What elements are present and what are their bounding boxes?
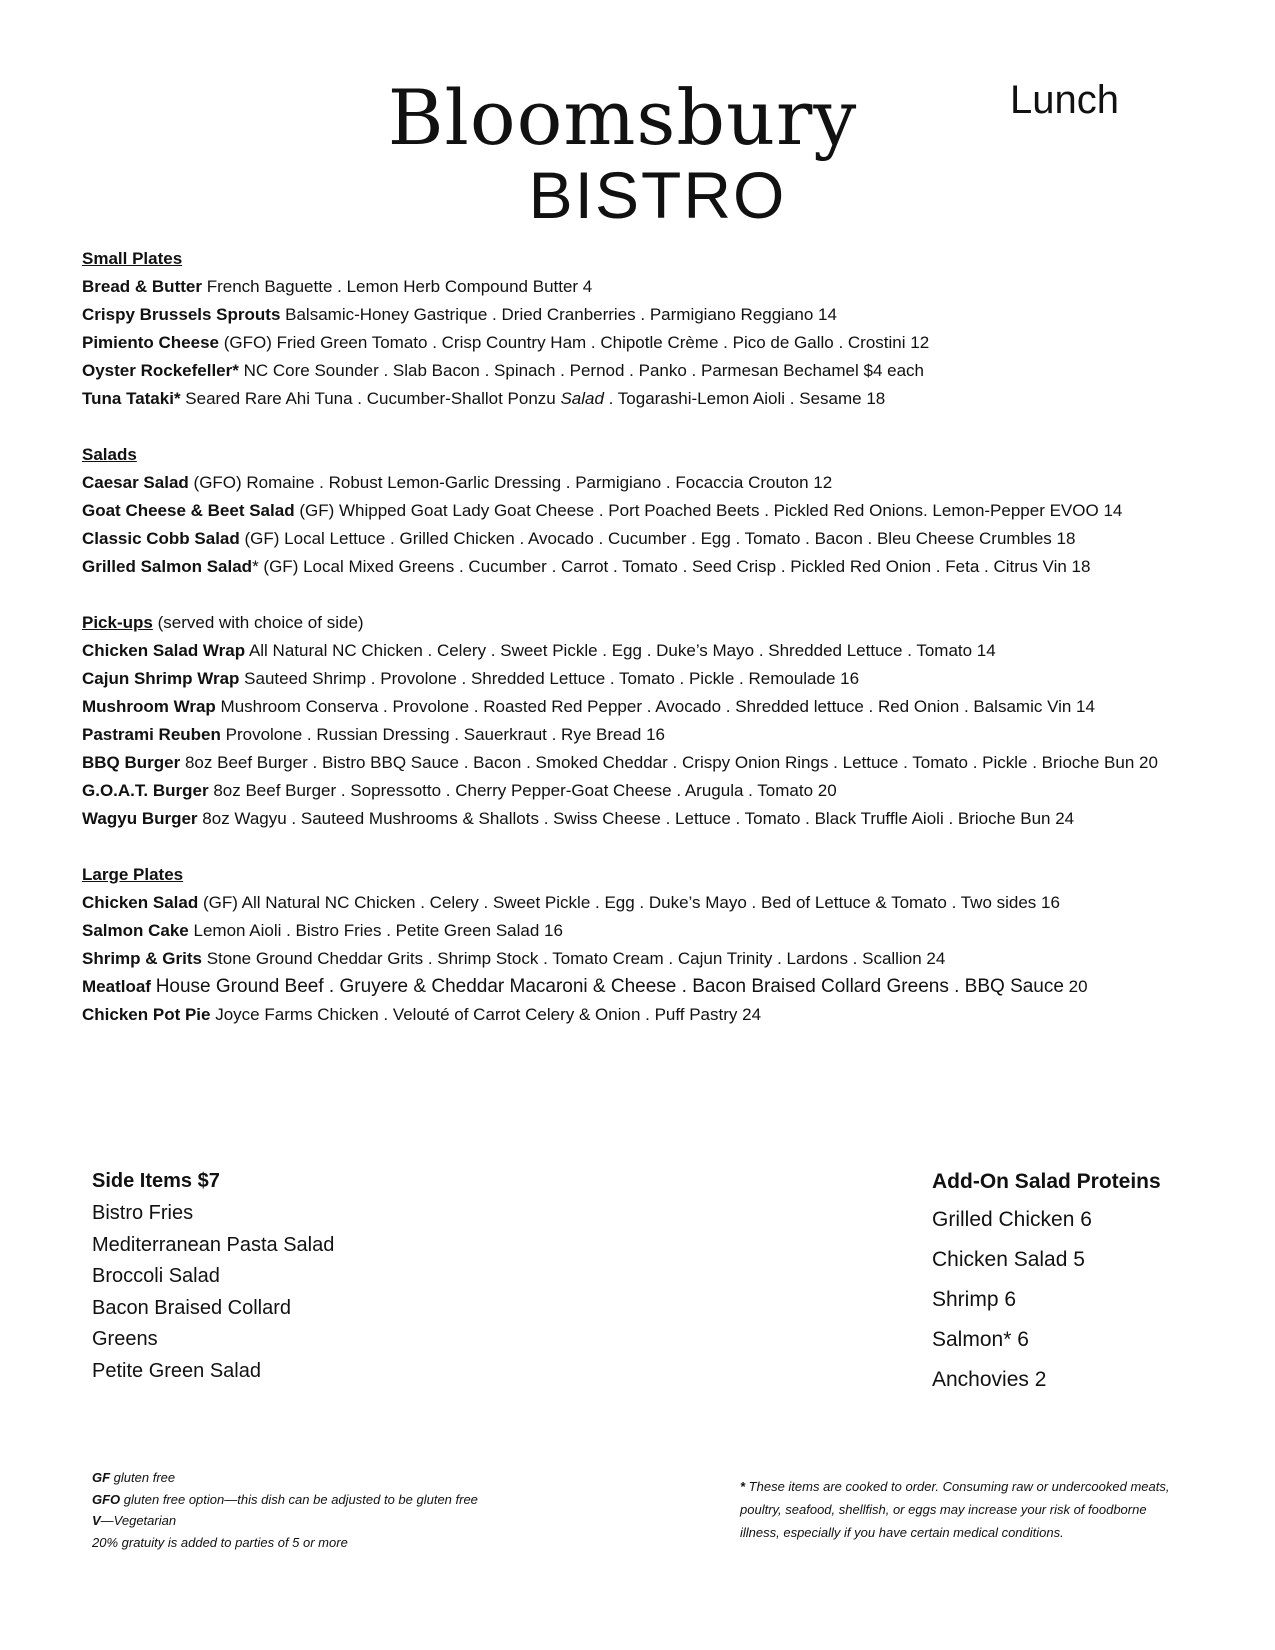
- brand-subtitle: BISTRO: [528, 158, 787, 232]
- item-desc: 8oz Beef Burger . Bistro BBQ Sauce . Bacon . Smoked Cheddar . Crispy Onion Rings . Lettuce . Tomato . Pickle . Brioche Bun 20: [184, 753, 1158, 772]
- side-item: Mediterranean Pasta Salad: [92, 1233, 335, 1256]
- menu-item: [82, 637, 1212, 665]
- section-pickups: [82, 609, 1212, 833]
- addon-item: Anchovies 2: [932, 1368, 1047, 1391]
- item-name: Chicken Salad: [82, 893, 199, 912]
- item-desc: Lemon Aioli . Bistro Fries . Petite Green Salad 16: [193, 921, 563, 940]
- legend-v: [92, 1510, 478, 1532]
- legend-code: GFO: [92, 1491, 121, 1507]
- item-desc: 8oz Wagyu . Sauteed Mushrooms & Shallots . Swiss Cheese . Lettuce . Tomato . Black Truffle Aioli . Brioche Bun 24: [202, 809, 1075, 828]
- menu-item: [82, 273, 1212, 301]
- item-name: Mushroom Wrap: [82, 697, 216, 716]
- section-title: Large Plates: [82, 865, 184, 884]
- section-title: Salads: [82, 445, 137, 464]
- menu-item: [82, 301, 1212, 329]
- addon-item: Shrimp 6: [932, 1288, 1017, 1311]
- menu-item: [82, 973, 1212, 1001]
- item-desc: All Natural NC Chicken . Celery . Sweet Pickle . Egg . Duke’s Mayo . Shredded Lettuce . Tomato 14: [248, 641, 996, 660]
- section-header-row: [82, 609, 1212, 637]
- item-desc: Joyce Farms Chicken . Velouté of Carrot Celery & Onion . Puff Pastry 24: [215, 1005, 762, 1024]
- section-large-plates: [82, 861, 1212, 1029]
- item-name: Tuna Tataki*: [82, 389, 181, 408]
- menu-body: [82, 245, 1212, 1057]
- item-desc: (GF) All Natural NC Chicken . Celery . Sweet Pickle . Egg . Duke’s Mayo . Bed of Lettuce & Tomato . Two sides 16: [202, 893, 1060, 912]
- item-desc: Seared Rare Ahi Tuna . Cucumber-Shallot Ponzu: [185, 389, 561, 408]
- item-desc: (GF) Local Mixed Greens . Cucumber . Carrot . Tomato . Seed Crisp . Pickled Red Onion . Feta . Citrus Vin 18: [263, 557, 1091, 576]
- menu-item: [82, 553, 1212, 581]
- item-name: Oyster Rockefeller*: [82, 361, 239, 380]
- item-desc-post: . Togarashi-Lemon Aioli . Sesame 18: [603, 389, 886, 408]
- item-desc: Provolone . Russian Dressing . Sauerkraut . Rye Bread 16: [225, 725, 666, 744]
- item-name: Pastrami Reuben: [82, 725, 221, 744]
- legend-code: GF: [92, 1470, 111, 1485]
- brand-name: Bloomsbury: [387, 73, 858, 162]
- menu-item: [82, 469, 1212, 497]
- menu-item: [82, 693, 1212, 721]
- menu-item: [82, 525, 1212, 553]
- item-name: Bread & Butter: [82, 277, 202, 296]
- item-desc: (GFO) Fried Green Tomato . Crisp Country Ham . Chipotle Crème . Pico de Gallo . Crostini 12: [223, 333, 930, 352]
- addon-item: Grilled Chicken 6: [932, 1208, 1092, 1231]
- section-note: (served with choice of side): [152, 613, 364, 632]
- side-item: Petite Green Salad: [92, 1359, 261, 1382]
- section-title: Small Plates: [82, 249, 183, 268]
- item-name: G.O.A.T. Burger: [82, 781, 209, 800]
- menu-item: [82, 945, 1212, 973]
- food-safety-disclaimer: [740, 1475, 1170, 1544]
- item-desc: (GFO) Romaine . Robust Lemon-Garlic Dressing . Parmigiano . Focaccia Crouton 12: [193, 473, 833, 492]
- item-name: Classic Cobb Salad: [82, 529, 240, 548]
- legend-text: gluten free: [110, 1470, 176, 1485]
- item-name: Chicken Pot Pie: [82, 1005, 211, 1024]
- section-small-plates: [82, 245, 1212, 413]
- side-item: Greens: [92, 1328, 158, 1351]
- addon-proteins: [932, 1164, 1161, 1400]
- addon-item: Salmon* 6: [932, 1328, 1029, 1351]
- menu-item: [82, 329, 1212, 357]
- addons-title: Add-On Salad Proteins: [932, 1170, 1161, 1193]
- item-desc: NC Core Sounder . Slab Bacon . Spinach . Pernod . Panko . Parmesan Bechamel $4 each: [243, 361, 924, 380]
- item-name: Chicken Salad Wrap: [82, 641, 246, 660]
- item-name: Goat Cheese & Beet Salad: [82, 501, 295, 520]
- menu-item: [82, 889, 1212, 917]
- legend-gf: [92, 1467, 478, 1489]
- item-name: Cajun Shrimp Wrap: [82, 669, 240, 688]
- legend-text: gluten free option—this dish can be adjusted to be gluten free: [120, 1491, 478, 1507]
- legend-text: —Vegetarian: [100, 1513, 177, 1528]
- menu-item: [82, 749, 1212, 777]
- section-salads: [82, 441, 1212, 581]
- item-name: Crispy Brussels Sprouts: [82, 305, 281, 324]
- item-desc: Mushroom Conserva . Provolone . Roasted Red Pepper . Avocado . Shredded lettuce . Red Onion . Balsamic Vin 14: [220, 697, 1095, 716]
- disclaimer-text: These items are cooked to order. Consuming raw or undercooked meats, poultry, seafood, shellfish, or eggs may increase your risk of foodborne illness, especially if you have certain medical conditions.: [740, 1479, 1170, 1540]
- item-desc: Balsamic-Honey Gastrique . Dried Cranberries . Parmigiano Reggiano 14: [285, 305, 837, 324]
- menu-item: [82, 357, 1212, 385]
- item-desc-italic: Salad: [560, 389, 604, 408]
- item-desc: (GF) Whipped Goat Lady Goat Cheese . Port Poached Beets . Pickled Red Onions. Lemon-Pepper EVOO 14: [299, 501, 1123, 520]
- meal-period: Lunch: [1010, 78, 1119, 122]
- side-item: Bistro Fries: [92, 1202, 194, 1224]
- side-items: [92, 1164, 334, 1388]
- legend-gfo: [92, 1489, 478, 1511]
- item-name: Meatloaf: [82, 977, 151, 996]
- menu-item: [82, 721, 1212, 749]
- item-desc: House Ground Beef . Gruyere & Cheddar Macaroni & Cheese . Bacon Braised Collard Greens . BBQ Sauce: [155, 976, 1064, 997]
- dietary-legend: [92, 1467, 478, 1553]
- menu-item: [82, 665, 1212, 693]
- item-desc: French Baguette . Lemon Herb Compound Butter 4: [206, 277, 593, 296]
- item-price: 20: [1063, 977, 1088, 996]
- item-name: Grilled Salmon Salad: [82, 557, 253, 576]
- item-name: Salmon Cake: [82, 921, 189, 940]
- side-item: Broccoli Salad: [92, 1265, 220, 1288]
- legend-code: V: [92, 1513, 101, 1528]
- item-name: Pimiento Cheese: [82, 333, 219, 352]
- menu-item: [82, 917, 1212, 945]
- menu-item: [82, 777, 1212, 805]
- section-title: Pick-ups: [82, 613, 153, 632]
- item-suffix: *: [252, 557, 259, 576]
- menu-item: [82, 497, 1212, 525]
- item-desc: (GF) Local Lettuce . Grilled Chicken . Avocado . Cucumber . Egg . Tomato . Bacon . Bleu Cheese Crumbles 18: [244, 529, 1076, 548]
- menu-item: [82, 385, 1212, 413]
- item-name: Shrimp & Grits: [82, 949, 202, 968]
- menu-item: [82, 805, 1212, 833]
- item-desc: 8oz Beef Burger . Sopressotto . Cherry Pepper-Goat Cheese . Arugula . Tomato 20: [213, 781, 837, 800]
- item-name: BBQ Burger: [82, 753, 181, 772]
- item-desc: Stone Ground Cheddar Grits . Shrimp Stock . Tomato Cream . Cajun Trinity . Lardons . Scallion 24: [206, 949, 946, 968]
- item-name: Wagyu Burger: [82, 809, 198, 828]
- addon-item: Chicken Salad 5: [932, 1248, 1085, 1271]
- legend-gratuity: 20% gratuity is added to parties of 5 or more: [92, 1534, 348, 1550]
- disclaimer-mark: *: [740, 1479, 746, 1494]
- side-item: Bacon Braised Collard: [92, 1296, 291, 1319]
- sides-title: Side Items $7: [92, 1170, 220, 1192]
- menu-item: [82, 1001, 1212, 1029]
- item-desc: Sauteed Shrimp . Provolone . Shredded Lettuce . Tomato . Pickle . Remoulade 16: [244, 669, 860, 688]
- item-name: Caesar Salad: [82, 473, 189, 492]
